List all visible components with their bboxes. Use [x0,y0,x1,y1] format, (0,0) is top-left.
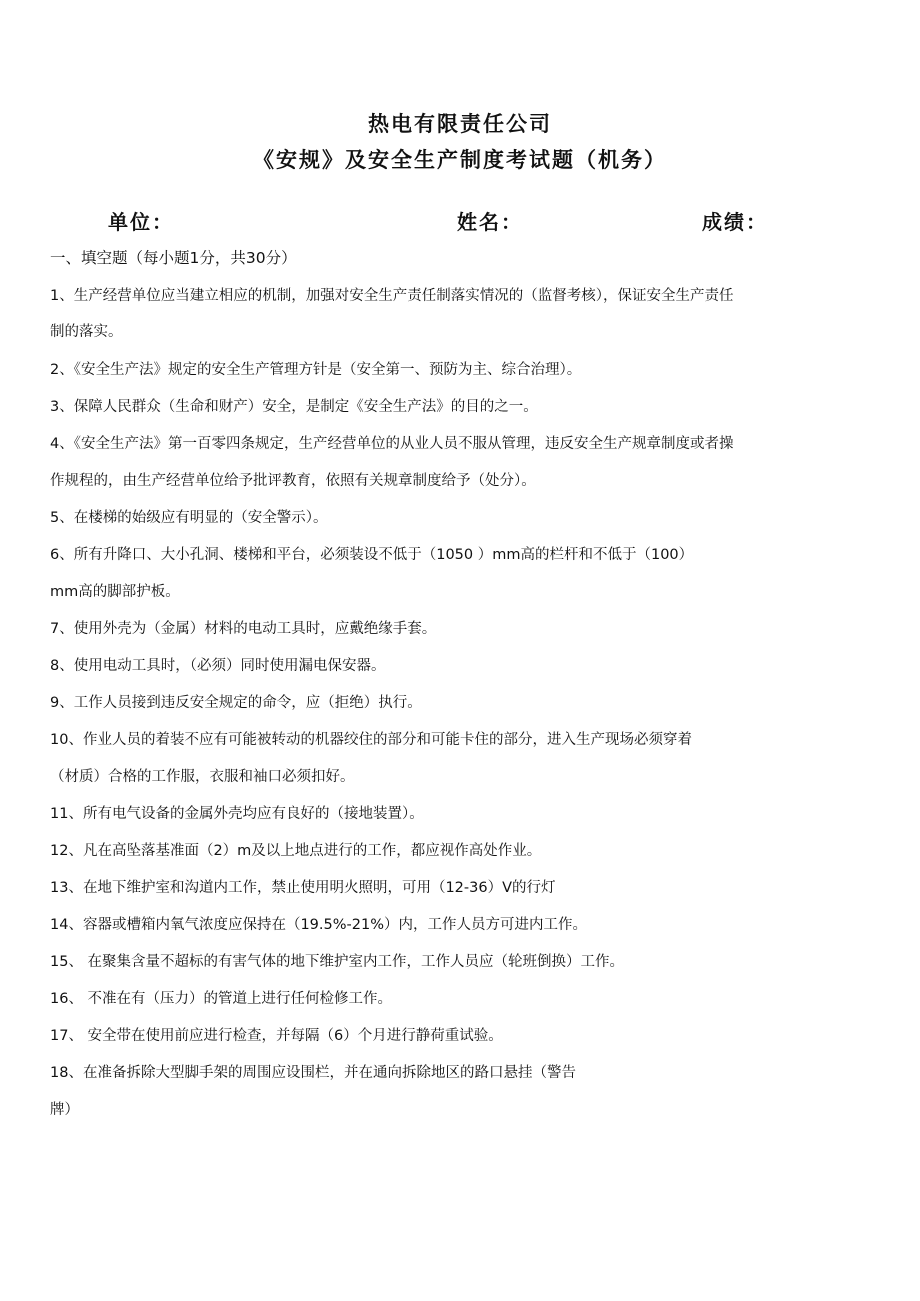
company-title: 热电有限责任公司 [368,111,552,136]
score-label: 成绩： [702,210,768,234]
question-line: 6、所有升降口、大小孔洞、楼梯和平台，必须装设不低于（1050 ）mm高的栏杆和不低于（100） [50,547,694,563]
question-line: （材质）合格的工作服，衣服和袖口必须扣好。 [50,769,355,785]
question-line: 作规程的，由生产经营单位给予批评教育，依照有关规章制度给予（处分）。 [50,473,536,489]
question-line: 11、所有电气设备的金属外壳均应有良好的（接地装置）。 [50,806,424,822]
name-label: 姓名： [457,210,523,234]
question-line: 8、使用电动工具时，（必须）同时使用漏电保安器。 [50,658,386,674]
question-line: 4、《安全生产法》第一百零四条规定，生产经营单位的从业人员不服从管理，违反安全生产规章制度或者操 [50,436,734,452]
exam-title: 《安规》及安全生产制度考试题（机务） [253,147,667,172]
question-line: 15、 在聚集含量不超标的有害气体的地下维护室内工作，工作人员应（轮班倒换）工作。 [50,954,625,970]
question-line: 3、保障人民群众（生命和财产）安全，是制定《安全生产法》的目的之一。 [50,399,538,415]
question-line: 5、在楼梯的始级应有明显的（安全警示）。 [50,510,328,526]
question-line: 18、在准备拆除大型脚手架的周围应设围栏，并在通向拆除地区的路口悬挂（警告 [50,1065,576,1081]
question-line: 牌） [50,1102,79,1118]
question-line: 17、 安全带在使用前应进行检查，并每隔（6）个月进行静荷重试验。 [50,1028,503,1044]
question-line: 制的落实。 [50,324,123,340]
question-line: 9、工作人员接到违反安全规定的命令，应（拒绝）执行。 [50,695,422,711]
question-line: 14、容器或槽箱内氧气浓度应保持在（19.5%-21%）内，工作人员方可进内工作。 [50,917,587,933]
question-line: 12、凡在高坠落基准面（2）m及以上地点进行的工作，都应视作高处作业。 [50,843,542,859]
question-line: 2、《安全生产法》规定的安全生产管理方针是（安全第一、预防为主、综合治理）。 [50,362,582,378]
question-line: 13、在地下维护室和沟道内工作，禁止使用明火照明，可用（12-36）V的行灯 [50,880,556,896]
question-line: 16、 不准在有（压力）的管道上进行任何检修工作。 [50,991,393,1007]
question-line: 7、使用外壳为（金属）材料的电动工具时，应戴绝缘手套。 [50,621,437,637]
section-heading: 一、填空题（每小题1分，共30分） [50,249,297,267]
question-line: mm高的脚部护板。 [50,584,180,600]
question-line: 10、作业人员的着装不应有可能被转动的机器绞住的部分和可能卡住的部分，进入生产现场必须穿着 [50,732,692,748]
unit-label: 单位： [108,210,174,234]
question-line: 1、生产经营单位应当建立相应的机制，加强对安全生产责任制落实情况的（监督考核），保证安全生产责任 [50,288,734,304]
